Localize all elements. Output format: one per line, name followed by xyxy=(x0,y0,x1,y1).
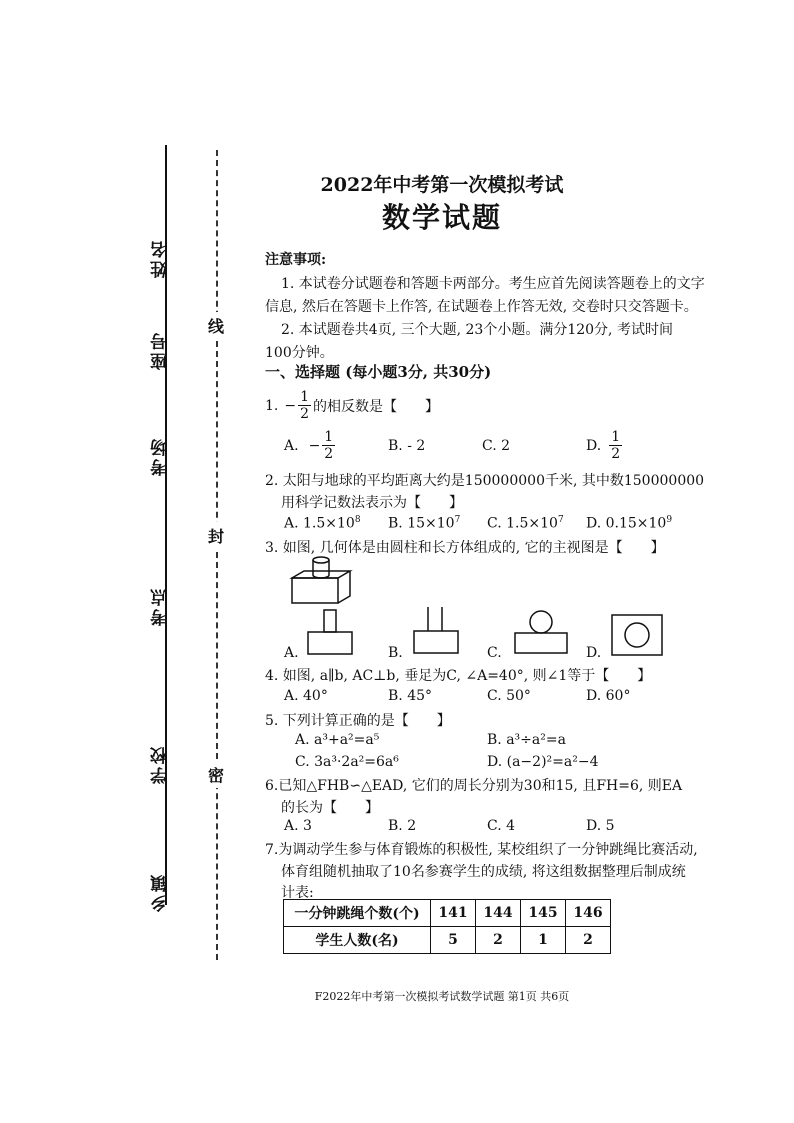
notice-line: 信息, 然后在答题卡上作答, 在试题卷上作答无效, 交卷时只交答题卡。 xyxy=(265,299,698,315)
option-d: D. 5 xyxy=(586,818,615,834)
table-cell: 5 xyxy=(431,927,476,954)
jump-rope-table xyxy=(283,899,611,954)
question-7-line: 体育组随机抽取了10名参赛学生的成绩, 将这组数据整理后制成统 xyxy=(281,864,686,880)
option-text: D. 0.15×10 xyxy=(586,515,667,532)
option-a xyxy=(284,515,361,532)
label-township: 乡镇 xyxy=(151,872,171,912)
numerator: 1 xyxy=(611,429,621,445)
option-c: C. 4 xyxy=(487,818,516,834)
question-1 xyxy=(265,389,439,422)
seal-mark-line: 线 xyxy=(208,312,224,339)
denominator: 2 xyxy=(611,446,621,463)
fraction xyxy=(322,429,335,462)
minus-sign: − xyxy=(284,397,297,414)
option-text: A. 1.5×10 xyxy=(284,515,355,532)
question-7-line: 7.为调动学生参与体育锻炼的积极性, 某校组织了一分钟跳绳比赛活动, xyxy=(265,842,698,858)
fraction xyxy=(298,389,311,422)
view-c-figure xyxy=(512,606,572,658)
exponent: 9 xyxy=(666,515,673,525)
question-2-line: 用科学记数法表示为【 】 xyxy=(281,495,463,511)
option-d xyxy=(586,429,624,462)
option-b: B. - 2 xyxy=(388,438,426,454)
question-7-line: 计表: xyxy=(281,885,314,901)
page-footer: F2022年中考第一次模拟考试数学试题 第1页 共6页 xyxy=(314,990,570,1003)
option-c: C. 50° xyxy=(487,688,531,704)
notice-line: 100分钟。 xyxy=(265,345,334,361)
table-cell: 141 xyxy=(431,900,476,927)
option-label: A. xyxy=(284,437,299,454)
option-d: D. (a−2)²=a²−4 xyxy=(487,754,599,770)
view-b-figure xyxy=(412,605,462,657)
table-row xyxy=(284,900,611,927)
question-5-stem: 5. 下列计算正确的是【 】 xyxy=(265,713,451,729)
denominator: 2 xyxy=(324,446,334,463)
exponent: 8 xyxy=(354,515,361,525)
question-4-stem: 4. 如图, a∥b, AC⊥b, 垂足为C, ∠A=40°, 则∠1等于【 】 xyxy=(265,668,652,684)
table-cell: 2 xyxy=(476,927,521,954)
solid-figure xyxy=(288,553,358,608)
option-a: A. a³+a²=a⁵ xyxy=(295,732,380,748)
option-a: A. 3 xyxy=(284,818,312,834)
table-cell: 146 xyxy=(566,900,611,927)
row-header: 学生人数(名) xyxy=(284,927,431,954)
exam-title: 2022年中考第一次模拟考试 xyxy=(320,174,564,196)
question-3-stem: 3. 如图, 几何体是由圆柱和长方体组成的, 它的主视图是【 】 xyxy=(265,540,665,556)
question-6-line: 6.已知△FHB∽△EAD, 它们的周长分别为30和15, 且FH=6, 则EA xyxy=(265,778,683,794)
option-d: D. 60° xyxy=(586,688,631,704)
table-cell: 2 xyxy=(566,927,611,954)
numerator: 1 xyxy=(324,429,334,445)
option-text: B. 15×10 xyxy=(388,515,455,532)
option-a xyxy=(284,429,337,462)
option-a: A. xyxy=(284,645,299,661)
view-d-figure xyxy=(610,613,666,659)
seal-mark-secret: 密 xyxy=(208,761,224,788)
option-d: D. xyxy=(586,645,602,661)
option-b: B. a³÷a²=a xyxy=(487,732,566,748)
table-row xyxy=(284,927,611,954)
question-6-line: 的长为【 】 xyxy=(281,800,379,816)
view-a-figure xyxy=(306,608,356,658)
notice-line: 2. 本试题卷共4页, 三个大题, 23个小题。满分120分, 考试时间 xyxy=(281,322,673,338)
question-stem: 的相反数是【 】 xyxy=(313,398,440,415)
label-exam-room: 考场 xyxy=(151,436,171,476)
option-b: B. xyxy=(388,645,403,661)
option-b: B. 45° xyxy=(388,688,433,704)
row-header: 一分钟跳绳个数(个) xyxy=(284,900,431,927)
binding-dashed-line xyxy=(216,150,218,960)
seal-mark-seal: 封 xyxy=(208,522,224,549)
option-c xyxy=(487,515,564,532)
option-b: B. 2 xyxy=(388,818,417,834)
minus-sign: − xyxy=(308,437,321,454)
label-exam-site: 考点 xyxy=(151,586,171,626)
table-cell: 145 xyxy=(521,900,566,927)
question-2-line: 2. 太阳与地球的平均距离大约是150000000千米, 其中数150000000 xyxy=(265,473,705,489)
option-c: C. 2 xyxy=(482,438,511,454)
exponent: 7 xyxy=(454,515,461,525)
fraction xyxy=(609,429,622,462)
subject-title: 数学试题 xyxy=(381,201,502,234)
option-c: C. xyxy=(487,645,502,661)
option-text: C. 1.5×10 xyxy=(487,515,558,532)
table-cell: 1 xyxy=(521,927,566,954)
option-a: A. 40° xyxy=(284,688,328,704)
label-school: 学校 xyxy=(151,744,171,784)
notice-line: 1. 本试卷分试题卷和答题卡两部分。考生应首先阅读答题卷上的文字 xyxy=(281,276,705,292)
question-number: 1. xyxy=(265,397,279,414)
exponent: 7 xyxy=(557,515,564,525)
section-heading: 一、选择题 (每小题3分, 共30分) xyxy=(265,363,492,381)
denominator: 2 xyxy=(300,406,310,423)
notice-heading: 注意事项: xyxy=(265,252,327,268)
option-c: C. 3a³·2a²=6a⁶ xyxy=(295,754,399,770)
numerator: 1 xyxy=(300,389,310,405)
label-name: 姓名 xyxy=(151,238,171,278)
table-cell: 144 xyxy=(476,900,521,927)
option-d xyxy=(586,515,672,532)
option-label: D. xyxy=(586,437,602,454)
label-seat-number: 座号 xyxy=(151,330,171,370)
option-b xyxy=(388,515,460,532)
